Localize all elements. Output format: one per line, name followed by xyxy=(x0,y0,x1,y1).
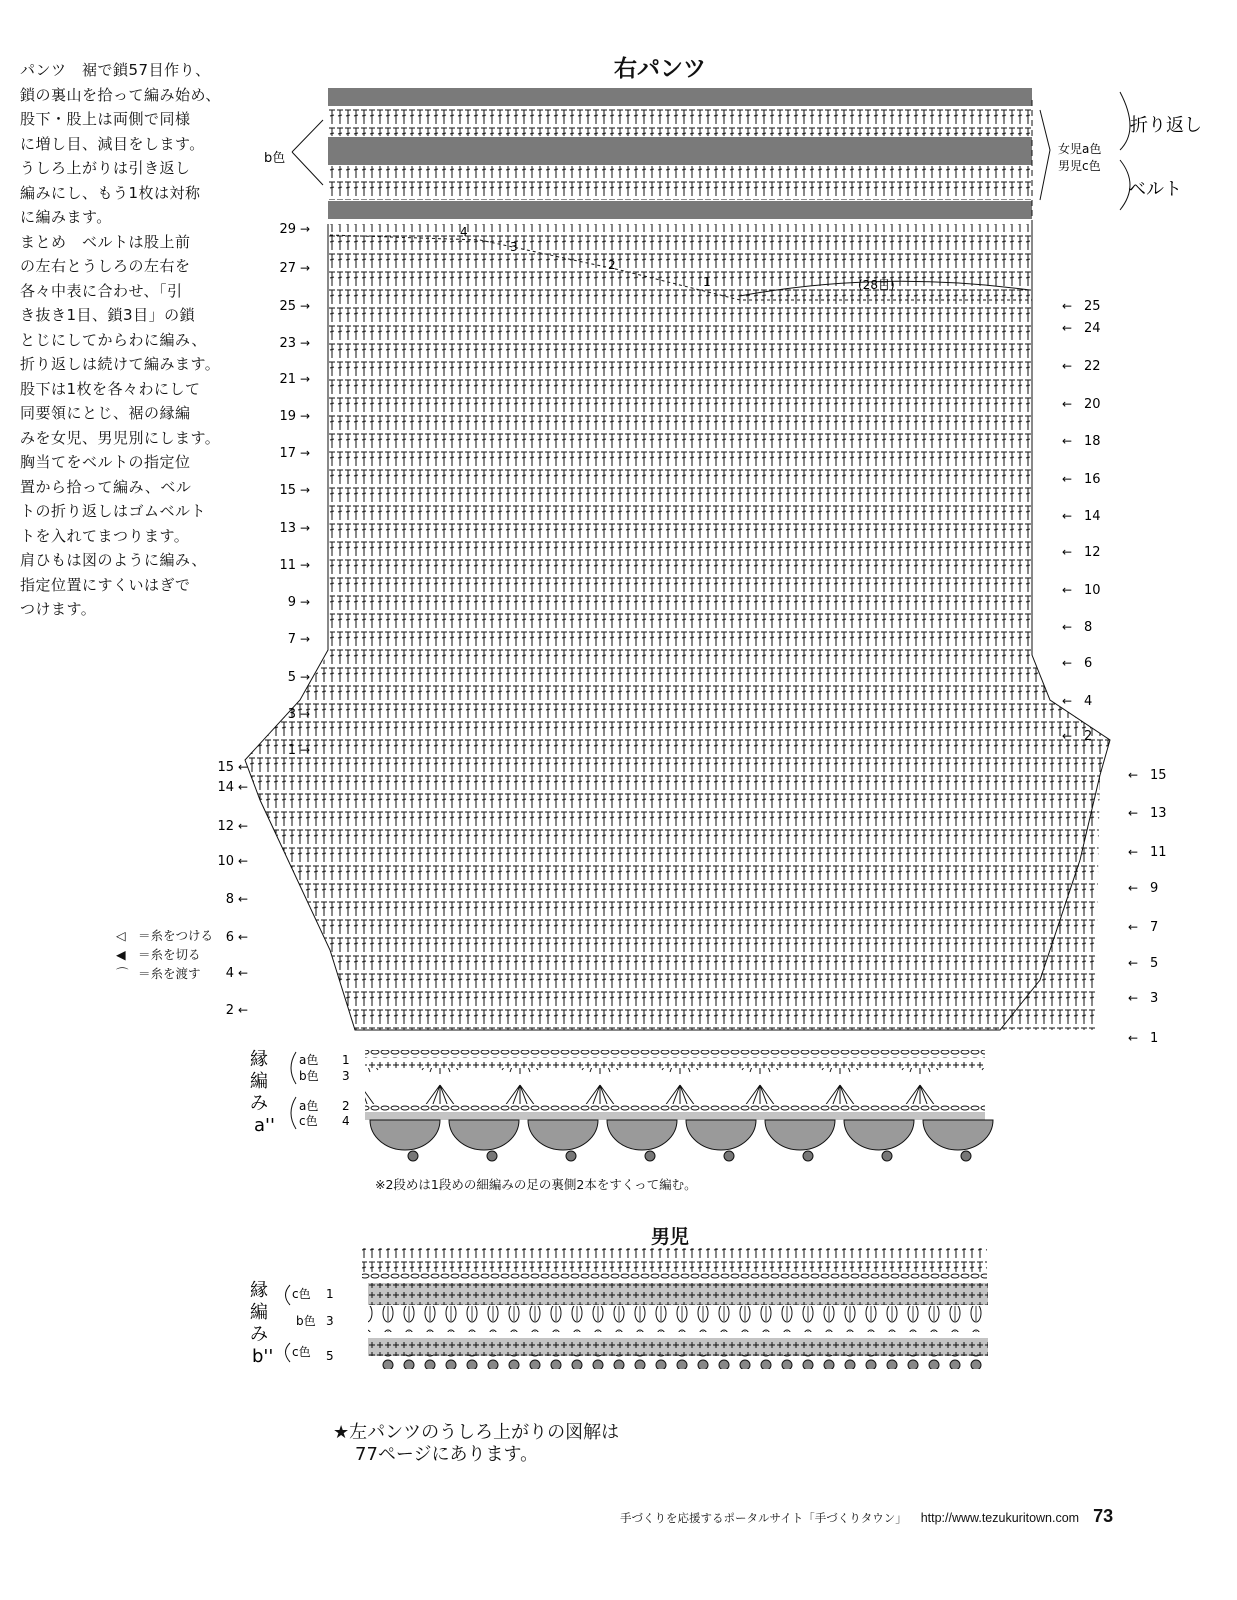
row-arrow-icon: ← xyxy=(1128,768,1139,782)
row-arrow-icon: → xyxy=(300,632,311,646)
row-numbers-upper-right xyxy=(1062,299,1101,744)
edging-a-char-1: 縁 xyxy=(250,1049,268,1070)
edging-b-row3-num: 3 xyxy=(326,1314,334,1328)
b-color-pointer xyxy=(292,120,323,185)
edging-b-row5-color: c色 xyxy=(292,1345,311,1359)
row-arrow-icon: → xyxy=(300,521,311,535)
legend-cut-text: ＝糸を切る xyxy=(138,947,201,962)
edging-b-char-3: み xyxy=(250,1324,268,1345)
boy-c-color: 男児c色 xyxy=(1058,159,1101,173)
row-number: 5 xyxy=(287,670,296,685)
edging-a-row1-color: a色 xyxy=(299,1053,319,1067)
row-number: 4 xyxy=(1084,694,1093,709)
row-arrow-icon: → xyxy=(300,336,311,350)
legend-row-carry xyxy=(116,964,213,983)
row-arrow-icon: ← xyxy=(1062,397,1073,411)
row-arrow-icon: → xyxy=(300,222,311,236)
legend-row-cut xyxy=(116,945,213,964)
body-stitches xyxy=(240,224,1120,1034)
edging-a-char-2: 編 xyxy=(250,1071,268,1092)
edging-b-char-1: 縁 xyxy=(250,1280,268,1301)
row-number: 4 xyxy=(225,966,234,981)
row-number: 15 xyxy=(1150,768,1167,783)
row-arrow-icon: → xyxy=(300,446,311,460)
legend-carry-text: ＝糸を渡す xyxy=(138,966,201,981)
row-arrow-icon: ← xyxy=(1128,845,1139,859)
instruction-line: 置から拾って編み、ベル xyxy=(20,477,192,496)
instruction-line: 同要領にとじ、裾の縁編 xyxy=(20,404,191,422)
row-number: 15 xyxy=(217,760,234,775)
row-arrow-icon: ← xyxy=(238,854,249,868)
row-number: 3 xyxy=(1150,991,1159,1006)
instruction-line: 指定位置にすくいはぎで xyxy=(20,575,191,594)
footer xyxy=(620,1506,1180,1530)
instruction-line: に増し目、減目をします。 xyxy=(20,134,205,153)
row-number: 20 xyxy=(1084,397,1101,412)
edging-a-row3-num: 3 xyxy=(342,1069,350,1083)
row-number: 7 xyxy=(287,632,296,647)
row-number: 12 xyxy=(217,819,234,834)
instruction-line: 肩ひもは図のように編み、 xyxy=(20,551,207,569)
row-number: 7 xyxy=(1150,920,1159,935)
girl-a-color: 女児a色 xyxy=(1058,142,1102,156)
row-arrow-icon: ← xyxy=(1062,545,1073,559)
instruction-line: 折り返しは続けて編みます。 xyxy=(20,355,221,373)
row-number: 16 xyxy=(1084,472,1101,487)
instruction-line: 各々中表に合わせ、「引 xyxy=(20,281,183,300)
instruction-line: 股下は1枚を各々わにして xyxy=(20,379,201,398)
legend-row-attach xyxy=(116,926,213,945)
edging-b-row1-num: 1 xyxy=(326,1287,334,1301)
row-number: 1 xyxy=(1150,1031,1159,1046)
row-arrow-icon: ← xyxy=(1128,881,1139,895)
row-arrow-icon: ← xyxy=(1062,472,1073,486)
edging-a-label xyxy=(250,1049,350,1136)
row-arrow-icon: ← xyxy=(238,966,249,980)
row-arrow-icon: ← xyxy=(1062,694,1073,708)
cut-yarn-icon: ◀ xyxy=(116,947,126,962)
row-number: 22 xyxy=(1084,359,1101,374)
row-arrow-icon: ← xyxy=(238,780,249,794)
row-number: 11 xyxy=(1150,845,1167,860)
edging-a-chart xyxy=(365,1050,993,1161)
row-numbers-upper-left xyxy=(279,222,310,758)
instruction-line: みを女児、男児別にします。 xyxy=(20,428,221,447)
scallop xyxy=(686,1120,756,1150)
short-row-4: 4 xyxy=(460,225,468,239)
carry-yarn-icon: ⌒ xyxy=(116,966,129,981)
row-arrow-icon: ← xyxy=(1128,1031,1139,1045)
row-number: 2 xyxy=(1084,729,1093,744)
short-row-2: 2 xyxy=(608,258,616,272)
row-arrow-icon: ← xyxy=(238,1003,249,1017)
instruction-line: トを入れてまつります。 xyxy=(20,526,190,545)
instruction-line: 編みにし、もう1枚は対称 xyxy=(20,183,201,202)
row-arrow-icon: ← xyxy=(1062,434,1073,448)
instruction-line: き抜き1目、鎖3目」の鎖 xyxy=(20,306,196,324)
row-numbers-lower-right xyxy=(1128,768,1167,1046)
fold-back-label: 折り返し xyxy=(1130,115,1202,136)
scallop-picot xyxy=(566,1151,576,1161)
row-number: 25 xyxy=(1084,299,1101,314)
row-arrow-icon: ← xyxy=(1128,956,1139,970)
row-number: 13 xyxy=(1150,806,1167,821)
row-number: 10 xyxy=(217,854,234,869)
row-arrow-icon: ← xyxy=(1062,620,1073,634)
edging-a-row4-color: c色 xyxy=(299,1114,318,1128)
scallop-picot xyxy=(882,1151,892,1161)
instruction-line: とじにしてからわに編み、 xyxy=(20,330,207,349)
edging-b-chart xyxy=(362,1248,989,1369)
row-number: 10 xyxy=(1084,583,1101,598)
row-number: 21 xyxy=(279,372,296,387)
band-dark-2 xyxy=(328,137,1032,165)
row-arrow-icon: ← xyxy=(1062,299,1073,313)
row-arrow-icon: ← xyxy=(1062,359,1073,373)
edging-a-char-3: み xyxy=(250,1093,268,1114)
row-arrow-icon: ← xyxy=(1128,920,1139,934)
row-arrow-icon: → xyxy=(300,743,311,757)
instruction-line: うしろ上がりは引き返し xyxy=(20,159,191,177)
scallop xyxy=(370,1120,440,1150)
band-dark-3 xyxy=(328,201,1032,219)
edging-a-row1-num: 1 xyxy=(342,1053,350,1067)
scallop-picot xyxy=(487,1151,497,1161)
scallop xyxy=(765,1120,835,1150)
row-number: 6 xyxy=(1084,656,1093,671)
row-number: 18 xyxy=(1084,434,1101,449)
short-row-3: 3 xyxy=(510,240,518,254)
edging-a-row2-color: a色 xyxy=(299,1099,319,1113)
row-arrow-icon: ← xyxy=(238,760,249,774)
instruction-line: 股下・股上は両側で同様 xyxy=(20,110,191,128)
edging-a-row4-num: 4 xyxy=(342,1114,350,1128)
row-arrow-icon: ← xyxy=(1062,656,1073,670)
boys-title: 男児 xyxy=(650,1226,689,1248)
row-number: 15 xyxy=(279,483,296,498)
instruction-line: に編みます。 xyxy=(20,208,112,226)
row-number: 5 xyxy=(1150,956,1159,971)
row-arrow-icon: → xyxy=(300,372,311,386)
band-tall-1 xyxy=(328,106,1032,136)
row-number: 8 xyxy=(225,892,234,907)
row-arrow-icon: ← xyxy=(238,819,249,833)
row-number: 14 xyxy=(217,780,234,795)
belt-bands xyxy=(328,88,1032,219)
edging-note: ※2段めは1段めの細編みの足の裏側2本をすくって編む。 xyxy=(375,1177,697,1192)
row-number: 14 xyxy=(1084,509,1101,524)
edging-b-row5-num: 5 xyxy=(326,1349,334,1363)
row-number: 1 xyxy=(287,743,296,758)
row-number: 25 xyxy=(279,299,296,314)
short-row-1: 1 xyxy=(703,275,711,289)
star-note-line2: 77ページにあります。 xyxy=(355,1444,539,1465)
row-arrow-icon: → xyxy=(300,409,311,423)
scallop xyxy=(449,1120,519,1150)
star-note xyxy=(333,1422,619,1466)
row-number: 3 xyxy=(287,707,296,722)
row-number: 17 xyxy=(279,446,296,461)
band-dark-1 xyxy=(328,88,1032,106)
belt-label: ベルト xyxy=(1128,179,1182,200)
instruction-line: つけます。 xyxy=(20,600,97,618)
instruction-line: まとめ ベルトは股上前 xyxy=(20,232,191,251)
instruction-line: トの折り返しはゴムベルト xyxy=(20,502,207,520)
scallop-picot xyxy=(961,1151,971,1161)
instruction-line: 胸当てをベルトの指定位 xyxy=(20,453,191,471)
row-number: 23 xyxy=(279,336,296,351)
row-number: 24 xyxy=(1084,321,1101,336)
row-number: 6 xyxy=(225,930,234,945)
row-number: 27 xyxy=(279,261,296,276)
instruction-line: 鎖の裏山を拾って編み始め、 xyxy=(20,85,221,104)
row-arrow-icon: ← xyxy=(1128,991,1139,1005)
row-arrow-icon: → xyxy=(300,261,311,275)
scallop-picot xyxy=(803,1151,813,1161)
row-number: 29 xyxy=(279,222,296,237)
row-arrow-icon: ← xyxy=(1128,806,1139,820)
edging-a-row3-color: b色 xyxy=(299,1069,319,1083)
count-28-label: (28目) xyxy=(858,278,895,292)
scallop-picot xyxy=(724,1151,734,1161)
footer-site: 手づくりを応援するポータルサイト「手づくりタウン」 xyxy=(620,1511,907,1525)
row-number: 13 xyxy=(279,521,296,536)
row-arrow-icon: ← xyxy=(1062,509,1073,523)
row-arrow-icon: ← xyxy=(238,930,249,944)
instruction-line: の左右とうしろの左右を xyxy=(20,257,191,275)
row-arrow-icon: ← xyxy=(1062,583,1073,597)
row-arrow-icon: ← xyxy=(1062,729,1073,743)
legend-attach-text: ＝糸をつける xyxy=(138,928,214,943)
b-color-label: b色 xyxy=(264,151,286,166)
scallop xyxy=(607,1120,677,1150)
edging-b-row3-color: b色 xyxy=(296,1314,316,1328)
row-arrow-icon: → xyxy=(300,670,311,684)
row-number: 19 xyxy=(279,409,296,424)
row-arrow-icon: → xyxy=(300,299,311,313)
row-arrow-icon: ← xyxy=(238,892,249,906)
row-arrow-icon: → xyxy=(300,707,311,721)
row-number: 12 xyxy=(1084,545,1101,560)
row-number: 11 xyxy=(279,558,296,573)
row-arrow-icon: → xyxy=(300,558,311,572)
row-number: 9 xyxy=(287,595,296,610)
row-arrow-icon: → xyxy=(300,483,311,497)
row-number: 9 xyxy=(1150,881,1159,896)
symbol-legend xyxy=(116,926,213,983)
scallop xyxy=(528,1120,598,1150)
page-number: 73 xyxy=(1093,1506,1114,1526)
attach-yarn-icon: ◁ xyxy=(116,928,126,943)
diagram-title: 右パンツ xyxy=(614,56,706,82)
edging-b-char-2: 編 xyxy=(250,1302,268,1323)
edging-a-code: a'' xyxy=(254,1115,275,1136)
row-arrow-icon: → xyxy=(300,595,311,609)
instruction-line: パンツ 裾で鎖57目作り、 xyxy=(20,61,211,79)
row-number: 8 xyxy=(1084,620,1093,635)
row-arrow-icon: ← xyxy=(1062,321,1073,335)
band-tall-2 xyxy=(328,166,1032,200)
row-numbers-lower-left xyxy=(217,760,248,1018)
row-number: 2 xyxy=(225,1003,234,1018)
edging-a-row2-num: 2 xyxy=(342,1099,350,1113)
footer-url[interactable]: http://www.tezukuritown.com xyxy=(920,1511,1080,1525)
scallop-picot xyxy=(645,1151,655,1161)
scallop-picot xyxy=(408,1151,418,1161)
scallop xyxy=(844,1120,914,1150)
edging-b-row1-color: c色 xyxy=(292,1287,311,1301)
star-note-line1: ★左パンツのうしろ上がりの図解は xyxy=(333,1422,620,1443)
edging-b-code: b'' xyxy=(252,1346,274,1367)
scallop xyxy=(923,1120,993,1150)
edging-b-label xyxy=(250,1280,334,1367)
